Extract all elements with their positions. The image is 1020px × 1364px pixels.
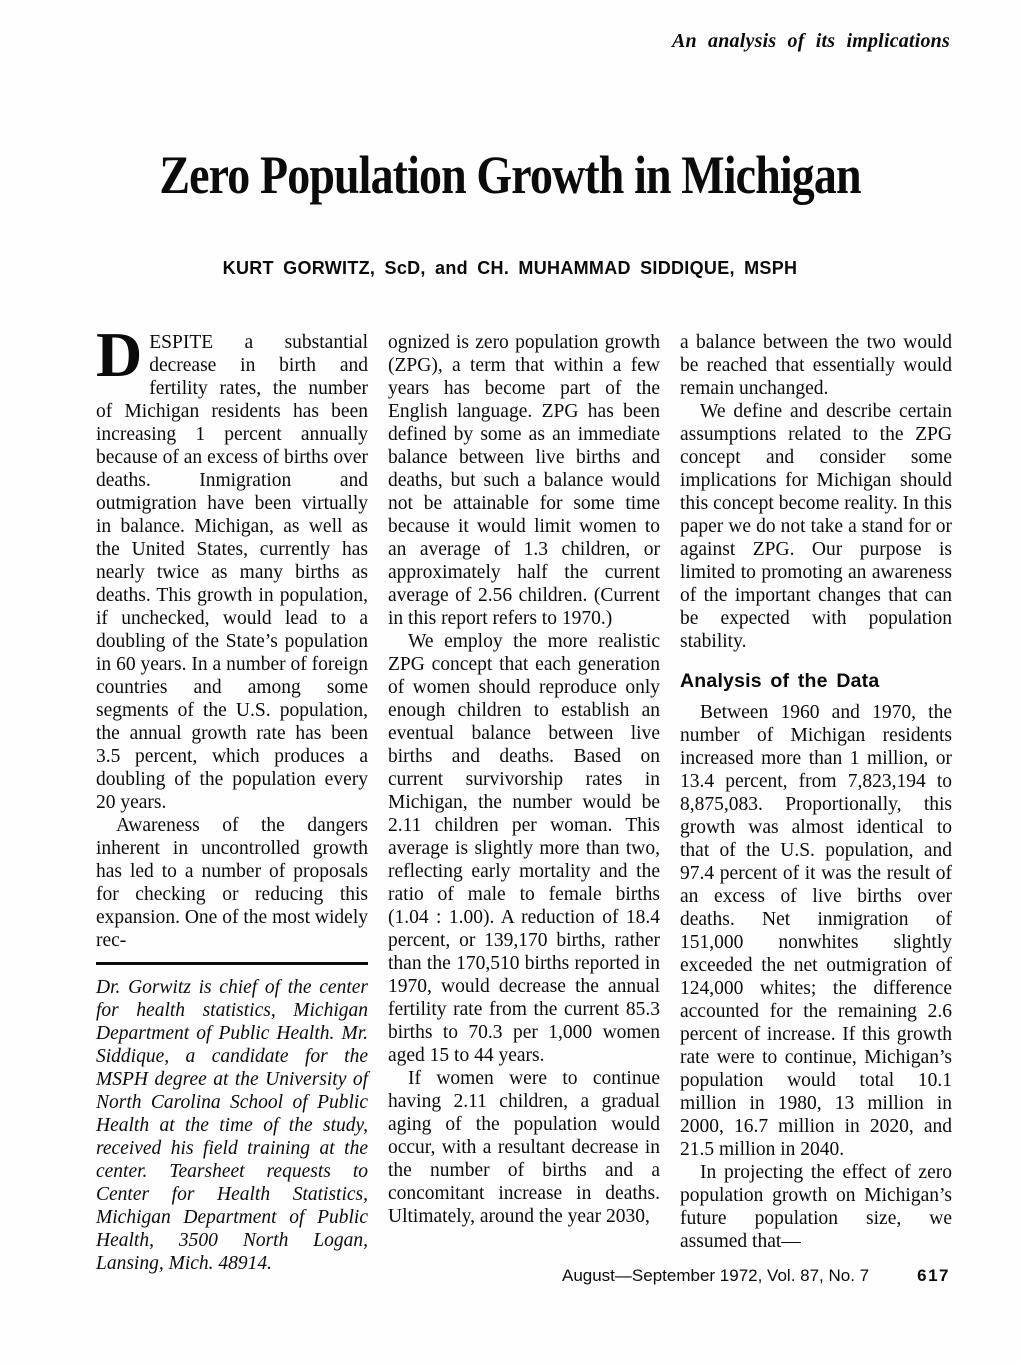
- article-title: Zero Population Growth in Michigan: [159, 145, 861, 205]
- issue-info: August—September 1972, Vol. 87, No. 7: [561, 1266, 870, 1285]
- paragraph: If women were to continue having 2.11 children, a gradual aging of the population would occur, with a resultant decrease in the number of births and a concomitant increase in deaths. Ultimately, around the year 2030,: [388, 1068, 660, 1227]
- header-note: An analysis of its implications: [671, 30, 950, 52]
- authors-line: KURT GORWITZ, ScD, and CH. MUHAMMAD SIDDIQUE, MSPH: [222, 258, 798, 278]
- column-1: [96, 319, 368, 1275]
- paragraph: We employ the more realistic ZPG concept that each generation of women should reproduce only enough children to establish an eventual balance between live births and deaths. Based on current survivorship rates in Michigan, the number would be 2.11 children per woman. This average is slightly more than two, reflecting early mortality and the ratio of male to female births (1.04 : 1.00). A reduction of 18.4 percent, or 139,170 births, rather than the 170,510 births reported in 1970, would decrease the annual fertility rate from the current 85.3 births to 70.3 per 1,000 women aged 15 to 44 years.: [388, 631, 660, 1066]
- paragraph: Between 1960 and 1970, the number of Michigan residents increased more than 1 million, or 13.4 percent, from 7,823,194 to 8,875,083. Proportionally, this growth was almost identical to that of the U.S. population, and 97.4 percent of it was the result of an excess of live births over deaths. Net inmigration of 151,000 nonwhites slightly exceeded the net outmigration of 124,000 whites; the difference accounted for the remaining 2.6 percent of increase. If this growth rate were to continue, Michigan’s population would total 10.1 million in 1980, 13 million in 2000, 16.7 million in 2020, and 21.5 million in 2040.: [680, 702, 952, 1160]
- author-bio: Dr. Gorwitz is chief of the center for health statistics, Michigan Department of Public Health. Mr. Siddique, a candidate for the MSPH degree at the University of North Carolina School of Public Health at the time of the study, received his field training at the center. Tearsheet requests to Center for Health Statistics, Michigan Department of Public Health, 3500 North Logan, Lansing, Mich. 48914.: [96, 977, 368, 1274]
- paragraph: We define and describe certain assumptions related to the ZPG concept and consider some implications for Michigan should this concept become reality. In this paper we do not take a stand for or against ZPG. Our purpose is limited to promoting an awareness of the important changes that can be expected with population stability.: [680, 401, 952, 652]
- paragraph: ognized is zero population growth (ZPG), a term that within a few years has become part of the English language. ZPG has been defined by some as an immediate balance between live births and deaths, but such a balance would not be attainable for some time because it would limit women to an average of 1.3 children, or approximately half the current average of 2.56 children. (Current in this report refers to 1970.): [388, 332, 660, 629]
- paragraph-text: ESPITE a substantial decrease in birth and fertility rates, the number of Michigan residents has been increasing 1 percent annually because of an excess of births over deaths. Inmigration and outmigration have been virtually in balance. Michigan, as well as the United States, currently has nearly twice as many births as deaths. This growth in population, if unchecked, would lead to a doubling of the State’s population in 60 years. In a number of foreign countries and among some segments of the U.S. population, the annual growth rate has been 3.5 percent, which produces a doubling of the population every 20 years.: [96, 332, 368, 813]
- column-2: [388, 331, 660, 1275]
- section-heading-analysis-of-the-data: Analysis of the Data: [680, 670, 880, 692]
- paragraph-lead: [96, 319, 368, 814]
- page-footer: [96, 1266, 950, 1286]
- paragraph: a balance between the two would be reached that essentially would remain unchanged.: [680, 332, 952, 399]
- paragraph: Awareness of the dangers inherent in uncontrolled growth has led to a number of proposals for checking or reducing this expansion. One of the most widely rec-: [96, 815, 368, 951]
- column-3: [680, 331, 952, 1275]
- drop-cap: D: [96, 319, 143, 390]
- article-columns: [96, 319, 952, 1275]
- page-number: 617: [917, 1266, 950, 1285]
- bio-divider: [96, 962, 368, 965]
- paragraph: In projecting the effect of zero population growth on Michigan’s future population size, we assumed that—: [680, 1162, 952, 1252]
